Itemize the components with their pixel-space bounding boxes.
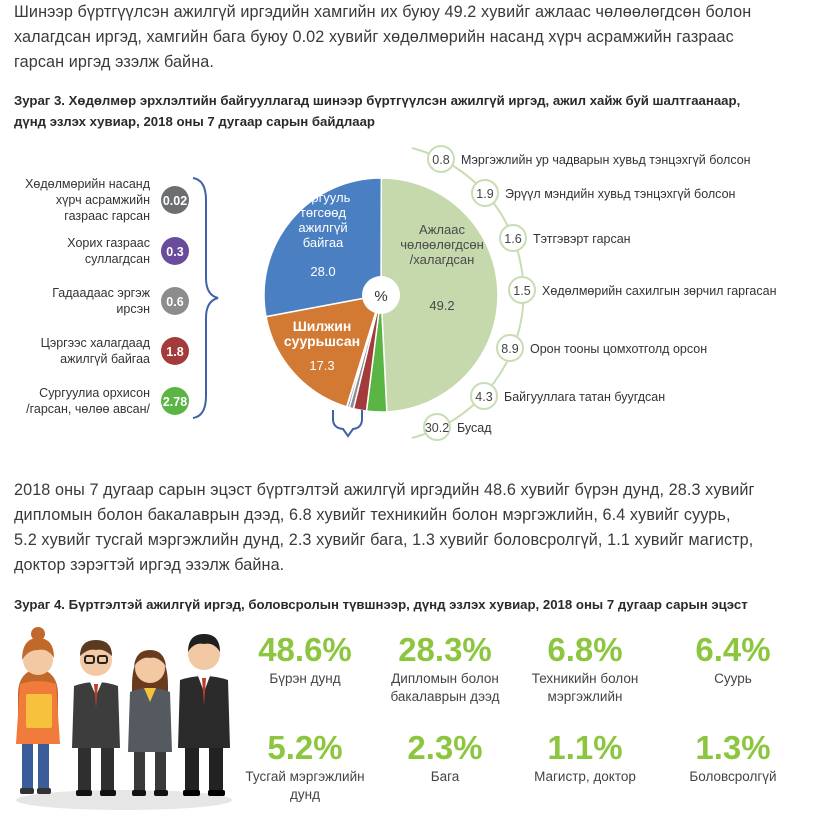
- figure3-caption: [14, 90, 824, 132]
- stat-label-line: Боловсролгүй: [689, 769, 777, 784]
- right-item-label: Тэтгэвэрт гарсан: [533, 232, 631, 246]
- stat-label-line: Бага: [430, 769, 460, 784]
- slice-value: 49.2: [429, 298, 455, 313]
- right-item-label: Орон тооны цомхотголд орсон: [530, 342, 708, 356]
- education-stat: [658, 730, 808, 786]
- figure3-chart: [0, 138, 832, 448]
- right-item-label: Хөдөлмөрийн сахилгын зөрчил гаргасан: [542, 284, 777, 298]
- person-man-glasses-icon: [72, 640, 120, 796]
- left-item: [26, 386, 189, 416]
- people-illustration: [8, 624, 240, 814]
- stat-percent: 1.1%: [547, 729, 623, 766]
- intro-line: халагдсан иргэд, хамгийн бага буюу 0.02 хувийг хөдөлмөрийн насанд хүрч асрамжийн газраас: [14, 28, 734, 46]
- stat-label: [370, 768, 520, 786]
- person-man-suit-icon: [178, 634, 230, 796]
- stat-percent: 6.8%: [547, 631, 623, 668]
- right-item-label: Мэргэжлийн ур чадварын хувьд тэнцэхгүй болсон: [461, 153, 751, 167]
- left-item-label: Цэргээс халагдаад ажилгүй байгаа: [40, 336, 150, 366]
- education-stat: [370, 730, 520, 786]
- left-item: [67, 236, 189, 266]
- stat-label: [510, 670, 660, 706]
- right-item-value: 0.8: [432, 153, 450, 167]
- left-item: [25, 177, 189, 223]
- stat-percent: 5.2%: [267, 729, 343, 766]
- middle-line: 2018 оны 7 дугаар сарын эцэст бүртгэлтэй ажилгүй иргэдийн 48.6 хувийг бүрэн дунд, 28.3 хувийг: [14, 481, 755, 499]
- stat-label-line: Тусгай мэргэжлийн: [245, 769, 365, 784]
- education-stat: [370, 632, 520, 706]
- person-woman-orange-icon: [16, 627, 60, 794]
- left-item-value: 1.8: [166, 345, 184, 359]
- right-item-value: 30.2: [424, 421, 450, 435]
- stat-label: [370, 670, 520, 706]
- stat-label: [230, 768, 380, 804]
- right-item: [428, 146, 751, 172]
- stat-label-line: мэргэжлийн: [547, 689, 623, 704]
- right-item: [471, 383, 665, 409]
- left-item: [41, 336, 189, 366]
- stat-label-line: Магистр, доктор: [534, 769, 636, 784]
- right-item: [500, 225, 631, 251]
- stat-percent: 1.3%: [695, 729, 771, 766]
- right-item-value: 8.9: [501, 342, 519, 356]
- middle-paragraph: [14, 478, 820, 578]
- left-item-label: Сургуулиа орхисон /гарсан, чөлөө авсан/: [26, 386, 150, 416]
- right-item: [472, 180, 736, 206]
- small-slices-bracket: [333, 410, 362, 436]
- right-item: [509, 277, 777, 303]
- left-item-label: Хорих газраас суллагдсан: [67, 236, 150, 266]
- stat-label-line: Бүрэн дунд: [269, 671, 341, 686]
- intro-paragraph: [14, 0, 820, 75]
- left-item-value: 0.3: [166, 245, 184, 259]
- left-item-value: 0.6: [166, 295, 184, 309]
- intro-line: Шинээр бүртгүүлсэн ажилгүй иргэдийн хамгийн их буюу 49.2 хувийг ажлаас чөлөөлөгдсөн болон: [14, 3, 752, 21]
- figure4-caption: Зураг 4. Бүртгэлтэй ажилгүй иргэд, боловсролын түвшнээр, дүнд эзлэх хувиар, 2018 оны 7 дугаар сарын эцэст: [14, 597, 748, 612]
- left-item-label: Гадаадаас эргэж ирсэн: [52, 286, 150, 316]
- left-bracket: [193, 178, 218, 418]
- stat-percent: 28.3%: [398, 631, 492, 668]
- education-stat: [658, 632, 808, 688]
- stat-percent: 2.3%: [407, 729, 483, 766]
- slice-value: 17.3: [309, 358, 335, 373]
- education-stat: [230, 730, 380, 804]
- stat-percent: 48.6%: [258, 631, 352, 668]
- slice-label: Ажлаас чөлөөлөгдсөн /халагдсан: [400, 222, 484, 267]
- education-stat: [230, 632, 380, 688]
- middle-line: 5.2 хувийг тусгай мэргэжлийн дунд, 2.3 хувийг бага, 1.3 хувийг боловсролгүй, 1.1 хувийг магистр,: [14, 531, 754, 549]
- pie-center-label: %: [374, 288, 388, 305]
- right-item-value: 1.6: [504, 232, 522, 246]
- intro-line: гарсан иргэд эзэлж байна.: [14, 53, 214, 71]
- caption-line: дүнд эзлэх хувиар, 2018 оны 7 дугаар сарын байдлаар: [14, 114, 375, 129]
- left-item-label: Хөдөлмөрийн насанд хүрч асрамжийн газраас гарсан: [25, 177, 150, 223]
- stat-label-line: Техникийн болон: [531, 671, 639, 686]
- right-item-label: Бусад: [457, 421, 492, 435]
- caption-line: Зураг 3. Хөдөлмөр эрхлэлтийн байгууллагад шинээр бүртгүүлсэн ажилгүй иргэд, ажил хайж буй шалтгаанаар,: [14, 93, 741, 108]
- slice-label: Шилжин суурьшсан: [283, 318, 361, 349]
- education-stat: [510, 730, 660, 786]
- person-woman-grey-icon: [128, 650, 172, 796]
- right-item-label: Байгууллага татан буугдсан: [504, 390, 666, 404]
- stat-label-line: дунд: [290, 787, 320, 802]
- right-item-value: 4.3: [475, 390, 493, 404]
- left-item-value: 0.02: [162, 194, 188, 208]
- stat-percent: 6.4%: [695, 631, 771, 668]
- right-item-value: 1.5: [513, 284, 531, 298]
- stat-label-line: бакалаврын дээд: [390, 689, 500, 704]
- left-item: [52, 286, 189, 316]
- stat-label-line: Дипломын болон: [391, 671, 499, 686]
- middle-line: доктор зэрэгтэй иргэд эзэлж байна.: [14, 556, 285, 574]
- right-item: [497, 335, 707, 361]
- right-item-value: 1.9: [476, 187, 494, 201]
- left-item-value: 2.78: [162, 395, 188, 409]
- stat-label: [658, 768, 808, 786]
- middle-line: дипломын болон бакалаврын дээд, 6.8 хувийг техникийн болон мэргэжлийн, 6.4 хувийг суурь,: [14, 506, 731, 524]
- stat-label: [230, 670, 380, 688]
- slice-value: 28.0: [310, 264, 336, 279]
- stat-label: [658, 670, 808, 688]
- right-item-label: Эрүүл мэндийн хувьд тэнцэхгүй болсон: [505, 187, 736, 201]
- slice-label: Сургууль төгсөөд ажилгүй байгаа: [295, 190, 351, 250]
- stat-label: [510, 768, 660, 786]
- stat-label-line: Суурь: [714, 671, 752, 686]
- left-items: [25, 177, 189, 416]
- education-stat: [510, 632, 660, 706]
